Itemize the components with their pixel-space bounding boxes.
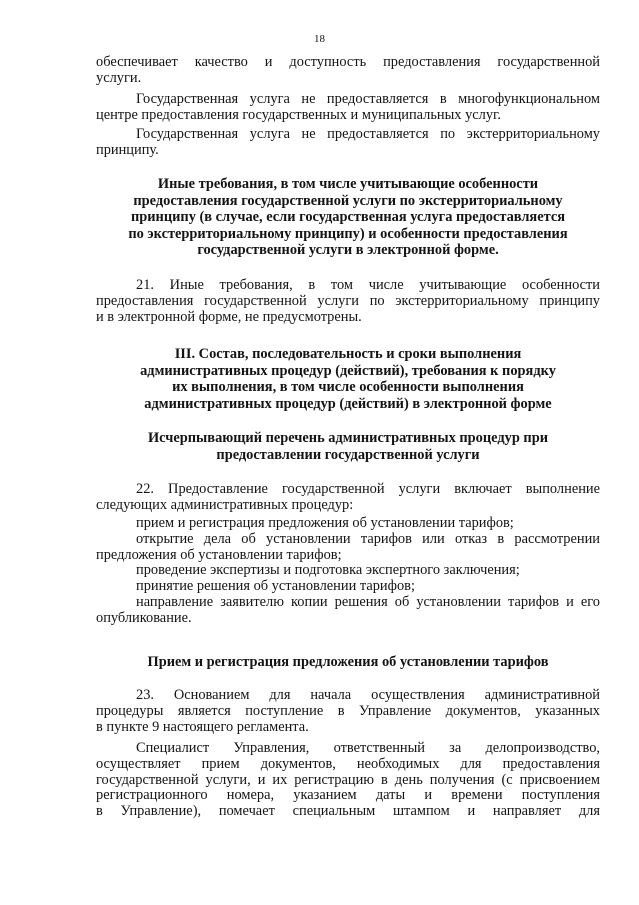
section-heading-other-requirements [96, 176, 600, 259]
text-line: принципу. [96, 141, 159, 158]
text-line: Государственная услуга не предоставляется по экстерриториальному [136, 126, 600, 142]
text-line: государственной услуги, и их регистрацию в день получения (с присвоением [96, 771, 600, 788]
text-line: 23. Основанием для начала осуществления административной [136, 687, 600, 703]
heading-line: Прием и регистрация предложения об установлении тарифов [147, 654, 549, 670]
section-heading-procedures-list [96, 430, 600, 463]
text-line: центре предоставления государственных и муниципальных услуг. [96, 106, 501, 123]
page-number: 18 [314, 33, 325, 45]
text-line: Специалист Управления, ответственный за делопроизводство, [136, 740, 600, 756]
heading-line: административных процедур (действий), требования к порядку [140, 362, 556, 379]
procedures-list [96, 516, 600, 627]
paragraph-21 [96, 278, 600, 325]
text-line: 22. Предоставление государственной услуги включает выполнение [136, 481, 600, 497]
list-item: проведение экспертизы и подготовка экспертного заключения; [136, 562, 520, 579]
text-line: осуществляет прием документов, необходимых для предоставления [96, 755, 600, 772]
text-line: предоставления государственной услуги по экстерриториальному принципу [96, 292, 600, 309]
text-line: в пункте 9 настоящего регламента. [96, 718, 309, 735]
heading-line: административных процедур (действий) в электронной форме [144, 395, 552, 412]
heading-line: государственной услуги в электронной форме. [197, 242, 499, 258]
paragraph-exterritorial [96, 127, 600, 159]
list-item-continuation: предложения об установлении тарифов; [96, 546, 342, 563]
text-line: и в электронной форме, не предусмотрены. [96, 308, 362, 325]
section-heading-reception [96, 654, 600, 671]
paragraph-23 [96, 688, 600, 735]
heading-line: предоставления государственной услуги по экстерриториальному [133, 192, 563, 209]
section-heading-iii [96, 346, 600, 412]
text-line: обеспечивает качество и доступность предоставления государственной [96, 54, 600, 70]
heading-line: III. Состав, последовательность и сроки выполнения [174, 346, 522, 362]
paragraph-22 [96, 482, 600, 514]
paragraph-quality [96, 55, 600, 87]
heading-line: предоставлении государственной услуги [216, 446, 480, 463]
text-line: 21. Иные требования, в том числе учитывающие особенности [136, 277, 600, 293]
list-item: принятие решения об установлении тарифов; [136, 578, 415, 595]
text-line: в Управление), помечает специальным штампом и направляет для [96, 803, 600, 820]
heading-line: Иные требования, в том числе учитывающие особенности [157, 176, 539, 192]
list-item: открытие дела об установлении тарифов или отказ в рассмотрении [136, 530, 600, 547]
heading-line: их выполнения, в том числе особенности выполнения [172, 379, 524, 395]
text-line: процедуры является поступление в Управление документов, указанных [96, 702, 600, 719]
text-line: регистрационного номера, указанием даты и времени поступления [96, 787, 600, 804]
list-item: прием и регистрация предложения об установлении тарифов; [136, 515, 514, 531]
paragraph-mfc [96, 92, 600, 124]
text-line: Государственная услуга не предоставляется в многофункциональном [136, 91, 600, 107]
text-line: услуги. [96, 69, 142, 86]
heading-line: по экстерриториальному принципу) и особенности предоставления [128, 225, 568, 242]
text-line: следующих административных процедур: [96, 496, 354, 513]
paragraph-specialist [96, 741, 600, 820]
heading-line: принципу (в случае, если государственная услуга предоставляется [130, 209, 566, 225]
list-item: направление заявителю копии решения об установлении тарифов и его [136, 593, 600, 610]
heading-line: Исчерпывающий перечень административных процедур при [147, 430, 549, 446]
list-item-continuation: опубликование. [96, 609, 192, 626]
